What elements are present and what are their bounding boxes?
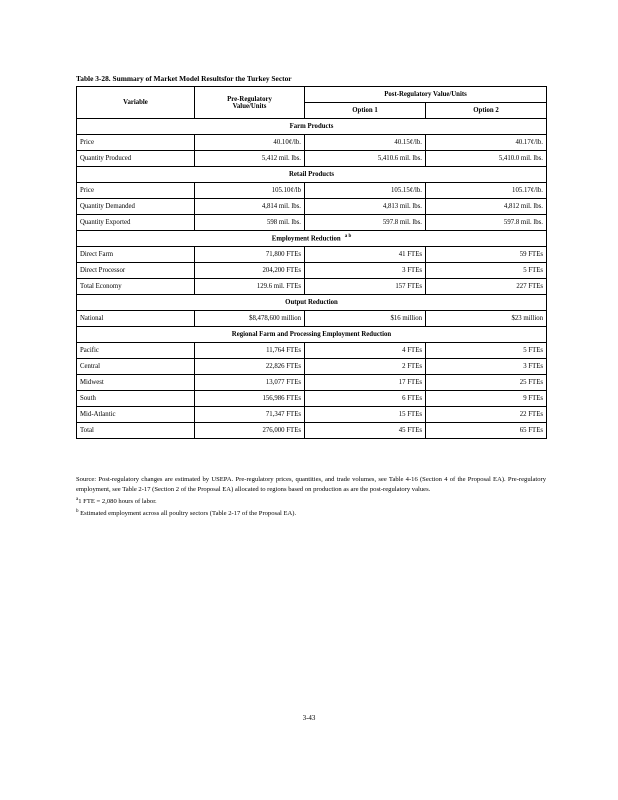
table-notes — [76, 475, 546, 519]
source-note: Source: Post-regulatory changes are estimated by USEPA. Pre-regulatory prices, quantities, and trade volumes, see Table 4-16 (Section 4 of the Proposal EA). Pre-regulatory employment, see Table 2-17 (Section 2 of the Proposal EA) allocated to regions based on production as are the post-regulatory values. — [76, 476, 546, 493]
row-label: Quantity Produced — [77, 151, 195, 167]
row-label: Quantity Demanded — [77, 199, 195, 215]
section-header-row — [77, 327, 547, 343]
pre-regulatory-value: 13,077 FTEs — [195, 375, 305, 391]
row-label: Central — [77, 359, 195, 375]
option-1-value: 597.8 mil. lbs. — [305, 215, 426, 231]
table-row — [77, 247, 547, 263]
option-2-value: 65 FTEs — [426, 423, 547, 439]
pre-regulatory-value: $8,478,600 million — [195, 311, 305, 327]
option-1-value: 5,410.6 mil. lbs. — [305, 151, 426, 167]
row-label: Direct Farm — [77, 247, 195, 263]
table-body — [77, 119, 547, 439]
option-1-value: 45 FTEs — [305, 423, 426, 439]
section-header-row — [77, 231, 547, 247]
table-row — [77, 263, 547, 279]
table-row — [77, 135, 547, 151]
section-title: Regional Farm and Processing Employment Reduction — [77, 327, 547, 343]
option-2-value: 597.8 mil. lbs. — [426, 215, 547, 231]
section-title: Farm Products — [77, 119, 547, 135]
option-2-value: 9 FTEs — [426, 391, 547, 407]
option-1-value: 2 FTEs — [305, 359, 426, 375]
row-label: Price — [77, 183, 195, 199]
pre-regulatory-value: 156,986 FTEs — [195, 391, 305, 407]
row-label: National — [77, 311, 195, 327]
table-row — [77, 391, 547, 407]
option-2-value: $23 million — [426, 311, 547, 327]
pre-regulatory-value: 598 mil. lbs. — [195, 215, 305, 231]
pre-regulatory-value: 71,347 FTEs — [195, 407, 305, 423]
table-row — [77, 199, 547, 215]
table-row — [77, 183, 547, 199]
option-2-value: 4,812 mil. lbs. — [426, 199, 547, 215]
option-1-value: 15 FTEs — [305, 407, 426, 423]
footnote-a: $^a$1 FTE = 2,080 hours of labor. — [76, 497, 157, 506]
option-2-value: 40.17¢/lb. — [426, 135, 547, 151]
option-1-value: 157 FTEs — [305, 279, 426, 295]
table-row — [77, 343, 547, 359]
row-label: Price — [77, 135, 195, 151]
option-1-value: $16 million — [305, 311, 426, 327]
option-2-value: 22 FTEs — [426, 407, 547, 423]
pre-regulatory-value: 204,200 FTEs — [195, 263, 305, 279]
pre-regulatory-value: 276,000 FTEs — [195, 423, 305, 439]
header-variable: Variable — [77, 87, 195, 119]
table-row — [77, 279, 547, 295]
footnote-b: $^b$ Estimated employment across all poultry sectors (Table 2-17 of the Proposal EA). — [76, 509, 297, 518]
pre-regulatory-value: 22,826 FTEs — [195, 359, 305, 375]
pre-regulatory-value: 105.10¢/lb — [195, 183, 305, 199]
section-header-row — [77, 295, 547, 311]
option-2-value: 5 FTEs — [426, 263, 547, 279]
table-caption: Table 3-28. Summary of Market Model Resultsfor the Turkey Sector — [76, 74, 292, 83]
header-post-regulatory: Post-Regulatory Value/Units — [305, 87, 547, 103]
pre-regulatory-value: 40.10¢/lb. — [195, 135, 305, 151]
page-number: 3-43 — [302, 714, 316, 722]
table-row — [77, 311, 547, 327]
option-1-value: 4 FTEs — [305, 343, 426, 359]
table-row — [77, 215, 547, 231]
header-option-2: Option 2 — [426, 103, 547, 119]
section-header-row — [77, 167, 547, 183]
option-2-value: 59 FTEs — [426, 247, 547, 263]
table-row — [77, 407, 547, 423]
option-2-value: 25 FTEs — [426, 375, 547, 391]
table-row — [77, 423, 547, 439]
option-2-value: 5 FTEs — [426, 343, 547, 359]
row-label: South — [77, 391, 195, 407]
option-1-value: 40.15¢/lb. — [305, 135, 426, 151]
table-row — [77, 359, 547, 375]
row-label: Pacific — [77, 343, 195, 359]
row-label: Mid-Atlantic — [77, 407, 195, 423]
option-2-value: 227 FTEs — [426, 279, 547, 295]
option-1-value: 4,813 mil. lbs. — [305, 199, 426, 215]
row-label: Total Economy — [77, 279, 195, 295]
option-1-value: 105.15¢/lb. — [305, 183, 426, 199]
row-label: Direct Processor — [77, 263, 195, 279]
section-title: Retail Products — [77, 167, 547, 183]
option-1-value: 3 FTEs — [305, 263, 426, 279]
section-header-row — [77, 119, 547, 135]
pre-regulatory-value: 71,800 FTEs — [195, 247, 305, 263]
section-title: Output Reduction — [77, 295, 547, 311]
option-1-value: 6 FTEs — [305, 391, 426, 407]
table-row — [77, 151, 547, 167]
option-1-value: 41 FTEs — [305, 247, 426, 263]
pre-regulatory-value: 11,764 FTEs — [195, 343, 305, 359]
option-1-value: 17 FTEs — [305, 375, 426, 391]
option-2-value: 105.17¢/lb. — [426, 183, 547, 199]
pre-regulatory-value: 129.6 mil. FTEs — [195, 279, 305, 295]
header-option-1: Option 1 — [305, 103, 426, 119]
pre-regulatory-value: 4,814 mil. lbs. — [195, 199, 305, 215]
section-title: Employment Reduction $^{a b}$ — [77, 231, 547, 247]
row-label: Total — [77, 423, 195, 439]
pre-regulatory-value: 5,412 mil. lbs. — [195, 151, 305, 167]
row-label: Midwest — [77, 375, 195, 391]
results-table — [76, 86, 547, 439]
option-2-value: 3 FTEs — [426, 359, 547, 375]
table-row — [77, 375, 547, 391]
header-pre-regulatory: Pre-Regulatory Value/Units — [195, 87, 305, 119]
option-2-value: 5,410.0 mil. lbs. — [426, 151, 547, 167]
row-label: Quantity Exported — [77, 215, 195, 231]
